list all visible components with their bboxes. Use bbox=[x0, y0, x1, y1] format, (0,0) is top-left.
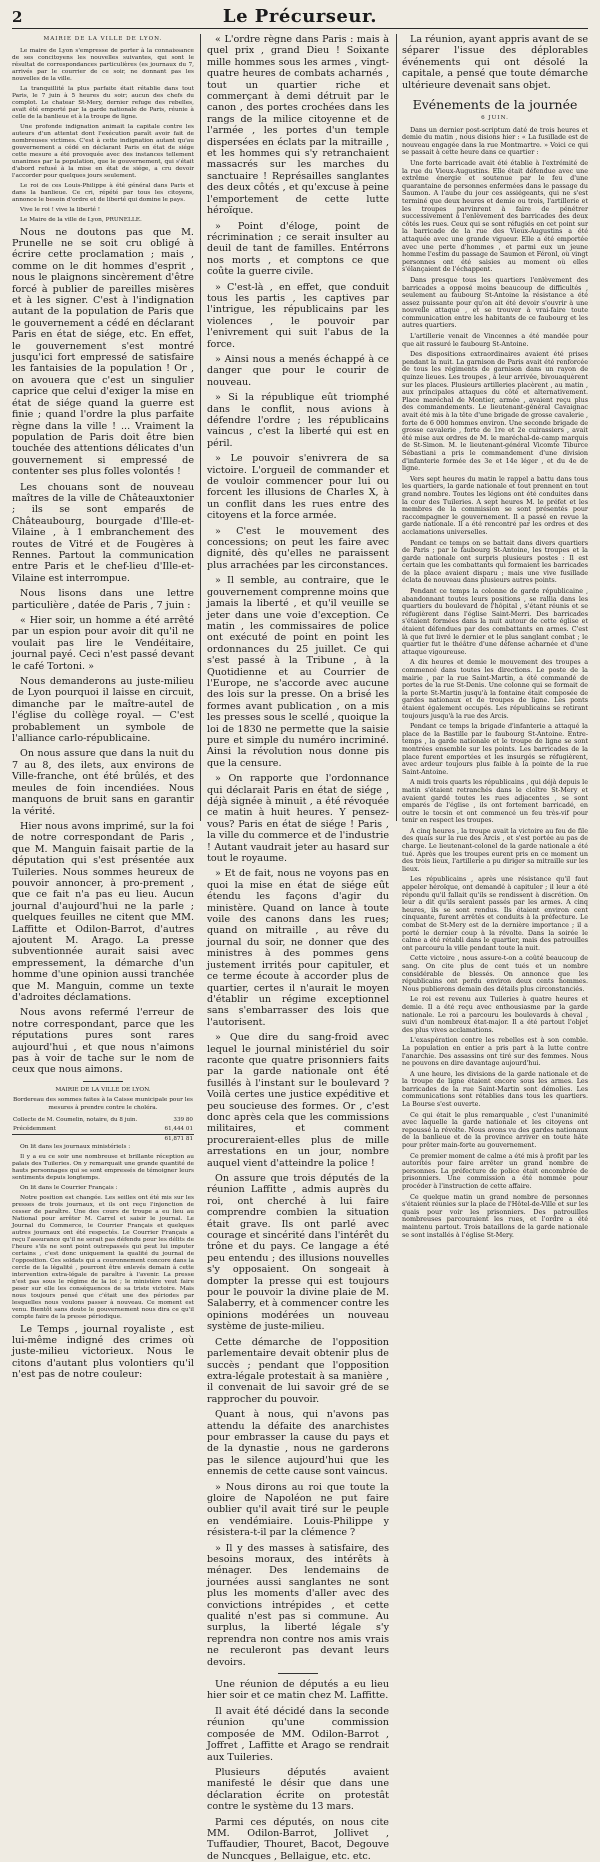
paragraph: Nous demanderons au juste-milieu de Lyon pourquoi il laisse en circuit, dimanche par le maître-autel de l'église du collège royal. — C'est probablement un symbole de l'alliance carlo-républicaine. bbox=[12, 676, 194, 745]
paragraph: Les républicains , après une résistance qu'il faut appeler héroïque, ont demandé à capituler ; il leur a été répondu qu'il fallait qu'ils se rendissent à discrétion. On leur a dit qu'ils seraient passés par les armes. A cinq heures, ils se sont rendus. Ils étaient environ cent cinquante, furent arrêtés et conduits à la préfecture. Le combat de St-Mery est de la dernière importance ; il a porté le dernier coup à la révolte. Dans la soirée le calme a été rétabli dans le quartier, mais des patrouilles ont parcouru la ville pendant toute la nuit. bbox=[402, 875, 588, 952]
paragraph: On lit dans les journaux ministériels : bbox=[20, 1143, 131, 1150]
paragraph: Dans presque tous les quartiers l'enlèvement des barricades a opposé moins beaucoup de difficultés , seulement au faubourg St-Antoine la résistance a été assez puissante pour qu'on ait été devoir s'ouvrir à une nouvelle attaque , et se trouver à vrai-faire toute communication entre les habitants de ce faubourg et les autres quartiers. bbox=[402, 275, 588, 330]
table-row bbox=[12, 1116, 194, 1125]
paragraph: Pendant ce temps la colonne de garde républicaine , abandonnant toutes leurs positions , se rallia dans les quartiers du boulevard de l'hôpital , s'étant réunis et se réfugièrent dans l'église Saint-Merri. Des barricades s'étaient formées dans la nuit autour de cette église et étaient défendues par des combattants en armes. C'est là que fut livré le dernier et le plus sanglant combat ; le quartier fut le théâtre d'une défense acharnée et d'une attaque vigoureuse. bbox=[402, 587, 588, 656]
paragraph: » On rapporte que l'ordonnance qui déclarait Paris en état de siége , déjà signée à minuit , a été révoquée ce matin à huit heures. Y pensez-vous? Paris en état de siége ! Paris , la ville du commerce et de l'industrie ! Autant vaudrait jeter au hasard sur tout le royaume. bbox=[207, 773, 389, 865]
paragraph: A cinq heures , la troupe avait la victoire au feu de file des quais sur la rue des Arcis , et s'est portée au pas de charge. Le lieutenant-colonel de la garde nationale a été tué. Après que les troupes eurent pris en ce moment un des trois lieux, l'artillerie a pu diriger sa mitraille sur les lieux. bbox=[402, 826, 588, 873]
paragraph: » Nous dirons au roi que toute la gloire de Napoléon ne put faire oublier qu'il avait tiré sur le peuple en vendémiaire. Louis-Philippe y résistera-t-il par la clémence ? bbox=[207, 1481, 389, 1539]
paragraph: L'artillerie venait de Vincennes a été mandée pour que ait rassuré le faubourg St-Antoine. bbox=[402, 332, 588, 348]
lead-paragraph bbox=[402, 34, 588, 91]
column-rule bbox=[200, 34, 201, 821]
paragraph: » Il y des masses à satisfaire, des besoins moraux, des intérêts à ménager. Des lendemains de journées aussi sanglantes ne sont plus les moments d'aller avec des convictions intrépides , et cette qualité n'est pas si commune. Au surplus, la liberté légale s'y reprendra non contre nos amis vrais ne reculeront pas devant leurs devoirs. bbox=[207, 1542, 389, 1668]
row-label: Précédemment bbox=[13, 1125, 56, 1132]
paragraph: » C'est le mouvement des concessions; on peut les faire avec dignité, dès qu'elles ne paraissent plus arrachées par les circonstances. bbox=[207, 525, 389, 571]
subscription-heading: MAIRIE DE LA VILLE DE LYON. bbox=[55, 1086, 151, 1093]
paragraph: Ce qui était le plus remarquable , c'est l'unanimité avec laquelle la garde nationale et les citoyens ont repoussé la révolte. Nous avons vu des gardes nationaux de la banlieue et de la province arriver en toute hâte pour prêter main-forte au gouvernement. bbox=[402, 1110, 588, 1150]
paragraph: Nous avons refermé l'erreur de notre correspondant, parce que les réputations pures sont rares aujourd'hui , et que nous n'aimons pas à voir de tache sur le nom de ceux que nous aimons. bbox=[12, 1007, 194, 1076]
divider bbox=[278, 1673, 318, 1674]
paragraph: Nous ne doutons pas que M. Prunelle ne se soit cru obligé à écrire cette proclamation ; mais , comme on le dit hommes d'esprit , nous le plaignons sincèrement d'être forcé à publier de pareilles misères et à les signer. C'est à l'indignation autant de la population de Paris que le gouvernement a cédé en déclarant Paris en état de siége, etc. En effet, le gouvernement s'est montré jusqu'ici fort empressé de satisfaire les fantaisies de la population ! Or , on avouera que c'est un singulier caprice que celui d'exiger la mise en état de siége quand la guerre est finie ; quand l'ordre la plus parfaite règne dans la ville ! ... Vraiment la population de Paris doit être bien touchée des attentions délicates d'un gouvernement si empressé de contenter ses plus folles volontés ! bbox=[12, 226, 194, 478]
paragraph: Plusieurs députés avaient manifesté le désir que dans une déclaration écrite on protestât contre le système du 13 mars. bbox=[207, 1766, 389, 1813]
paragraph: » Que dire du sang-froid avec lequel le journal ministériel du soir raconte que quatre prisonniers faits par la garde nationale ont été fusillés à l'instant sur le boulevard ? Voilà certes une justice expéditive et peu soucieuse des formes. Or , c'est donc après cela que les commissions militaires, et comment procureraient-elles plus de mille arrestations en un jour, nombre auquel vient d'atteindre la police ! bbox=[207, 1032, 389, 1169]
paragraph: On nous assure que dans la nuit du 7 au 8, des ilets, aux environs de Ville-franche, ont été brûlés, et des meules de foin incendiées. Nous manquons de bruit sans en garantir la vérité. bbox=[12, 748, 194, 817]
paragraph: A dix heures et demie le mouvement des troupes a commencé dans toutes les directions. Le poste de la mairie , par la rue Saint-Martin, a été commandé de portes de la rue St-Denis. Une colonne qui se formait de la porte St-Martin jusqu'à la fontaine était composée de gardes nationaux et de troupes de ligne. Les ponts étaient également occupés. Les républicains se retirant toujours jusqu'à la rue des Arcis. bbox=[402, 658, 588, 720]
subscription-caption: Bordereau des sommes faites à la Caisse municipale pour les mesures à prendre contre le choléra. bbox=[12, 1097, 194, 1112]
newspaper-page bbox=[12, 6, 588, 1862]
paragraph: Les chouans sont de nouveau maîtres de la ville de Châteauxtonier ; ils se sont emparés de Châteaubourg, bourgade d'Ille-et-Vilaine , à 1 embranchement des routes de Vitré et de Fougères à Rennes. Partout la communication entre Paris et le chef-lieu d'Ille-et-Vilaine est interrompue. bbox=[12, 481, 194, 584]
paragraph: On assure que trois députés de la réunion Laffitte , admis auprès du roi, ont cherché à lui faire comprendre combien la situation était grave. Ils ont parlé avec courage et sincérité dans l'intérêt du trône et du pays. Ce langage a été peu entendu ; des illusions nouvelles s'y opposaient. On songeait à dompter la presse qui est toujours pour le pouvoir la divine plaie de M. Salaberry, et à commencer contre les opinions modérées un nouveau système de juste-milieu. bbox=[207, 1173, 389, 1333]
article-body bbox=[12, 1324, 194, 1381]
paragraph: Vers sept heures du matin le rappel a battu dans tous les quartiers, la garde nationale et tout prennent en tout grand nombre. Toutes les légions ont été conduites dans la cour des Tuileries. A sept heures M. le préfet et les membres de la commission se sont présentés pour raccompagner le gouvernement. Il a passé en revue la garde nationale. Il a été rencontré par les ordres et des acclamations universelles. bbox=[402, 474, 588, 536]
paragraph: Nous lisons dans une lettre particulière , datée de Paris , 7 juin : bbox=[12, 588, 194, 611]
column-3 bbox=[402, 34, 588, 1239]
table-total-row bbox=[12, 1134, 194, 1144]
masthead bbox=[12, 6, 588, 29]
paragraph: Notre position est changée. Les seilles ont été mis sur les presses de trois journaux, et ils ont reçu l'injonction de cesser de paraître. Une des cours de troupe a eu lieu au National pour arrêter M. Carrel et saisir le journal. Le Journal du Commerce, le Courrier Français et quelques autres journaux ont été respectés. Le Courrier Français a reçu l'assurance qu'il ne serait pas défendu pour les délits de l'heure s'ils ne sont point outrepassés qui peut lui imputer certains , c'est donc uniquement la qualité du journal de l'opposition. Ces soldats qui a couronnement concore dans la cercle de la légalité , pourront être enlevés demain à cette intervention extra-légale de paraître à l'avenir. La presse n'est pas sous le régime de la loi ; le ministère veut faire peser sur elle les conséquences de sa triste victoire. Mais nous toujours pensé que c'était une des périodes par lesquelles nous voulons passer à nouveau. Ce moment est venu. Bientôt sans doute le gouvernement nous dira ce qu'il compte faire de la presse périodique. bbox=[12, 1194, 194, 1320]
paragraph: » Et de fait, nous ne voyons pas en quoi la mise en état de siége eût étendu les façons d'agir du ministère. Quand on lance à toute voile des canons dans les rues; quand on mitraille , au rêve du journal du soir, ne donner que des ministres à des pommes gens justement irrités pour capituler, et ce terme écoute à accorder plus de quartier, certes il n'aurait le moyen d'établir un régime exceptionnel sans s'embarrasser des lois que l'autorisent. bbox=[207, 868, 389, 1028]
paragraph: Vive le roi ! vive la liberté ! bbox=[20, 206, 101, 213]
paragraph: Une réunion de députés a eu lieu hier soir et ce matin chez M. Laffitte. bbox=[207, 1679, 389, 1702]
paragraph: Cette démarche de l'opposition parlementaire devait obtenir plus de succès ; pendant que l'opposition extra-légale protestait à sa manière , il convenait de lui savoir gré de se rapprocher du pouvoir. bbox=[207, 1336, 389, 1405]
section-date: 6 JUIN. bbox=[481, 115, 509, 122]
page-number: 2 bbox=[12, 8, 23, 26]
paragraph: Il y a eu ce soir une nombreuse et brillante réception au palais des Tuileries. On y remarquait une grande quantité de hauts personnages qui se sont empressés de témoigner leurs sentiments depuis longtemps. bbox=[12, 1153, 194, 1181]
paragraph: Le roi est revenu aux Tuileries à quatre heures et demie. Il a été reçu avec enthousiasme par la garde nationale. Le roi a parcouru les boulevards à cheval , suivi d'un nombreux état-major. Il a été partout l'objet des plus vives acclamations. bbox=[402, 995, 588, 1034]
section-title: Evénements de la journée bbox=[412, 97, 578, 113]
paragraph: Le roi de ces Louis-Philippe à été général dans Paris et dans la banlieue. Ce cri, répété par tous les citoyens, annonce le besoin d'ordre et de liberté qui domine le pays. bbox=[12, 182, 194, 203]
table-row bbox=[12, 1125, 194, 1135]
article-body bbox=[12, 227, 194, 1076]
paragraph: On lit dans le Courrier Français : bbox=[20, 1184, 118, 1191]
paragraph: Parmi ces députés, on nous cite MM. Odilon-Barrot, Jollivet , Tuffaudier, Thouret, Bacot, Degouve de Nuncques , Bellaigue, etc. etc. bbox=[207, 1816, 389, 1862]
paragraph: Hier nous avons imprimé, sur la foi de notre correspondant de Paris , que M. Manguin faisait partie de la députation qui s'est présentée aux Tuileries. Nous sommes heureux de pouvoir annoncer, à pro-prement , que ce fait n'a pas eu lieu. Aucun journal d'aujourd'hui ne la parle ; quelques feuilles ne citent que MM. Laffitte et Odilon-Barrot, d'autres ajoutent M. Arago. La presse subventionnée aurait saisi avec empressement, la démarche d'un homme d'une opinion aussi tranchée que M. Manguin, comme un texte d'adroites déclamations. bbox=[12, 820, 194, 1003]
divider bbox=[83, 1081, 123, 1082]
subscription-table bbox=[12, 1116, 194, 1144]
paragraph: Il avait été décidé dans la seconde réunion qu'une commission composée de MM. Odilon-Barrot , Joffret , Laffitte et Arago se rendrait aux Tuileries. bbox=[207, 1705, 389, 1763]
columns bbox=[12, 34, 588, 1862]
paragraph: » Ainsi nous a menés échappé à ce danger que pour le courir de nouveau. bbox=[207, 353, 389, 388]
column-1 bbox=[12, 34, 194, 1381]
newspaper-title: Le Précurseur. bbox=[222, 6, 378, 27]
paragraph: Ce premier moment de calme a été mis à profit par les autorités pour faire arrêter un grand nombre de personnes. La préfecture de police était encombrée de prisonniers. Une commission a été nommée pour procéder à l'instruction de cette affaire. bbox=[402, 1151, 588, 1190]
column-2 bbox=[207, 34, 389, 1862]
paragraph: Dans un dernier post-scriptum daté de trois heures et demie du matin , nous disions hier : « La fusillade est de nouveau engagée dans la rue Montmartre. » Voici ce qui se passait à cette heure dans ce quartier : bbox=[402, 125, 588, 157]
paragraph: Pendant ce temps la brigade d'infanterie a attaqué la place de la Bastille par le faubourg St-Antoine. Entre-temps , la garde nationale et le troupe de ligne se sont montrées ensemble sur les points. Les barricades de la place furent emportées et les insurgés se réfugièrent, avec ardeur toujours plus faible à la pointe de la rue Saint-Antoine. bbox=[402, 722, 588, 776]
paragraph: Pendant ce temps on se battait dans divers quartiers de Paris ; par le faubourg St-Antoine, les troupes et la garde nationale ont surpris plusieurs postes : Il est certain que les combattants qui formaient les barricades de la place avaient disparu ; mais une vive fusillade éclata de nouveau dans plusieurs autres points. bbox=[402, 538, 588, 585]
paragraph: » Si la république eût triomphé dans le conflit, nous avions à défendre l'ordre ; les républicains vaincus , c'est la liberté qui est en péril. bbox=[207, 392, 389, 449]
paragraph: Une profonde indignation animait la capitale contre les auteurs d'un attentat dont l'exécution paraît avoir fait de nombreuses victimes. C'est à cette indignation autant qu'au gouvernement a cédé en déclarant Paris en état de siége cette mesure a été provoquée avec des instances tellement unanimes par la population, que le gouvernement, qui s'était d'abord refusé à la mise en état de siége, a cru devoir l'accorder pour quelques jours seulement. bbox=[12, 123, 194, 179]
paragraph: Le maire de Lyon s'empresse de porter à la connaissance de ses concitoyens les nouvelles suivantes, qui sont le résultat de correspondances particulières (es journaux du 7, arrivés par le courrier de ce soir, ne donnant pas les nouvelles de la ville. bbox=[12, 47, 194, 82]
paragraph: Une forte barricade avait été établie à l'extrémité de la rue du Vieux-Augustins. Elle était défendue avec une extrême énergie et soutenue par le feu d'une quarantaine de personnes enfermées dans le passage du Saumon. A l'aube du jour ces assiégeants, qui ne s'est terminé que deux heures et demie ou trois, l'artillerie et les troupes parvinrent à faire de pénétrer successivement à l'enlèvement des barricades des deux côtés les rues. Ceux qui se sont réfugiés en cet point sur la barricade de la rue des Vieux-Augustins a été attaquée avec une grande vigueur. Elle a été emportée avec une perte d'hommes , et parmi eux un jeune homme l'estim du passage de Saumon et Féronl, où vingt personnes ont été saisies au moment où elles s'élançaient de l'échappent. bbox=[402, 159, 588, 274]
signature-line: Le Maire de la ville de Lyon, PRUNELLE. bbox=[20, 216, 142, 223]
column-rule bbox=[396, 34, 397, 821]
paragraph: Des dispositions extraordinaires avaient été prises pendant la nuit. La garnison de Paris avait été renforcée de tous les régiments de garnison dans un rayon de quinze lieues. Les troupes , à leur arrivée, bivouaquèrent sur les places. Plusieurs artilleries placèrent , au matin , aux principales attaques du côté et alternativement. Place maréchal de Montier, armée , avaient reçu plus des commandements. Le lieutenant-général Cavaignac avait été mis à la tête d'une brigade de grosse cavalerie , forte de 6 000 hommes environ. Une seconde brigade de grosse cavalerie , forte de 1re et 2e cuirassiers , avait été mise aux ordres de M. le maréchal-de-camp marquis de St-Simon. M. le lieutenant-général Vicomte Tiburce Sébastiani a pris le commandement d'une division d'infanterie formée des 3e et 14e léger , et du 4e de ligne. bbox=[402, 350, 588, 473]
row-amount: 339 80 bbox=[173, 1116, 193, 1123]
paragraph: Quant à nous, qui n'avons pas attendu la défaite des anarchistes pour embrasser la cause du pays et de la dynastie , nous ne garderons pas le silence aujourd'hui que les ennemis de cette cause sont vaincus. bbox=[207, 1409, 389, 1478]
row-label: Collecte de M. Coumelin, notaire, du 8 juin. bbox=[13, 1116, 138, 1123]
paragraph: Ce quelque matin un grand nombre de personnes s'étaient réunies sur la place de l'Hôtel-de-Ville et sur les quais pour voir les prisonniers. Des patrouilles nombreuses parcouraient les rues, et l'ordre a été maintenu partout. Trois bataillons de la garde nationale se sont installés à l'église St-Mery. bbox=[402, 1192, 588, 1239]
paragraph: A midi trois quarts les républicains , qui déjà depuis le matin s'étaient retranchés dans le cloître St-Mery et avaient gardé toutes les rues adjacentes , se sont emparés de l'église , ils ont fortement barricadé, en outre le tocsin et ont commencé un feu très-vif pour tenir en respect les troupes. bbox=[402, 778, 588, 825]
dateline: MAIRIE DE LA VILLE DE LYON. bbox=[43, 36, 163, 42]
paragraph: » C'est-là , en effet, que conduit tous les partis , les captives par l'intrigue, les républicains par les violences , le pouvoir par l'enivrement qui suit l'abus de la force. bbox=[207, 281, 389, 350]
paragraph: » Point d'éloge, point de récrimination ; ce serait insulter au deuil de tant de familles. Entérrons nos morts , et comptons ce que coûte la guerre civile. bbox=[207, 220, 389, 278]
total-amount: 61,871 81 bbox=[159, 1134, 194, 1144]
paragraph: A une heure, les divisions de la garde nationale et de la troupe de ligne étaient encore sous les armes. Les barricades de la rue Saint-Martin sont démolies. Les communications sont rétablies dans tous les quartiers. La Bourse s'est ouverte. bbox=[402, 1069, 588, 1109]
proclamation bbox=[12, 48, 194, 224]
news-briefs bbox=[12, 1144, 194, 1321]
paragraph: « Hier soir, un homme a été arrêté par un espion pour avoir dit qu'il ne voulait pas lire le Vendéitaire, journal payé. Ceci n'est passé devant le café Tortoni. » bbox=[12, 615, 194, 672]
paragraph: » Il semble, au contraire, que le gouvernement comprenne moins que jamais la liberté , et qu'il veuille se jeter dans une voie d'exception. Ce matin , les commissaires de police ont exécuté de point en point les ordonnances du 25 juillet. Ce qui s'est passé à la Tribune , à la Quotidienne et au Courrier de l'Europe, ne s'accorde avec aucune des lois sur la presse. On a brisé les formes avant publication , on a mis les presses sous le scellé , quoique la loi de 1830 ne permette que la saisie pure et simple du numéro incriminé. Ainsi la révolution nous donne pis que la censure. bbox=[207, 575, 389, 769]
paragraph: Cette victoire , nous assure-t-on a coûté beaucoup de sang. On cite plus de cent tués et un nombre considérable de blessés. On annonce que les républicains ont perdu environ deux cents hommes. Nous publierons demain des détails plus circonstanciés. bbox=[402, 954, 588, 993]
paragraph: » Le pouvoir s'enivrera de sa victoire. L'orgueil de commander et de vouloir commencer pour lui ou forcent les illusions de Charles X, à un conflit dans les rues entre des citoyens et la force armée. bbox=[207, 453, 389, 522]
row-amount: 61,444 01 bbox=[164, 1125, 193, 1132]
paragraph: Le Temps , journal royaliste , est lui-même indigné des crimes où juste-milieu victorieux. Nous le citons d'autant plus volontiers qu'il n'est pas de notre couleur: bbox=[12, 1323, 194, 1381]
paragraph: « L'ordre règne dans Paris : mais à quel prix , grand Dieu ! Soixante mille hommes sous les armes , vingt-quatre heures de combats acharnés , tout un quartier riche et commerçant à demi détruit par le canon , des portes crochées dans les rangs de la milice citoyenne et de l'armée , les portes d'un temple dispersées en éclats par la mitraille , et les hommes qui s'y retranchaient massacrés sur les marches du sanctuaire ! Représailles sanglantes des deux côtés , et qu'excuse à peine l'emportement de cette lutte héroïque. bbox=[207, 34, 389, 217]
paragraph: La réunion, ayant appris avant de se séparer l'issue des déplorables événements qui ont désolé la capitale, a pensé que toute démarche ultérieure devenait sans objet. bbox=[402, 34, 588, 91]
paragraph: L'exaspération contre les rebelles est à son comble. La population en entier a pris part à la lutte contre l'anarchie. Des assassins ont tiré sur des femmes. Nous ne pouvons en dire davantage aujourd'hui. bbox=[402, 1036, 588, 1068]
paragraph: La tranquillité la plus parfaite était rétablie dans tout Paris, le 7 juin à 5 heures du soir; aucun des chefs du complot. Le chatear St-Mery, dernier refuge des rebelles, avait été emporté par la garde nationale de Paris, réunie à celle de la banlieue et à la troupe de ligne. bbox=[12, 85, 194, 120]
article-body bbox=[402, 127, 588, 1240]
